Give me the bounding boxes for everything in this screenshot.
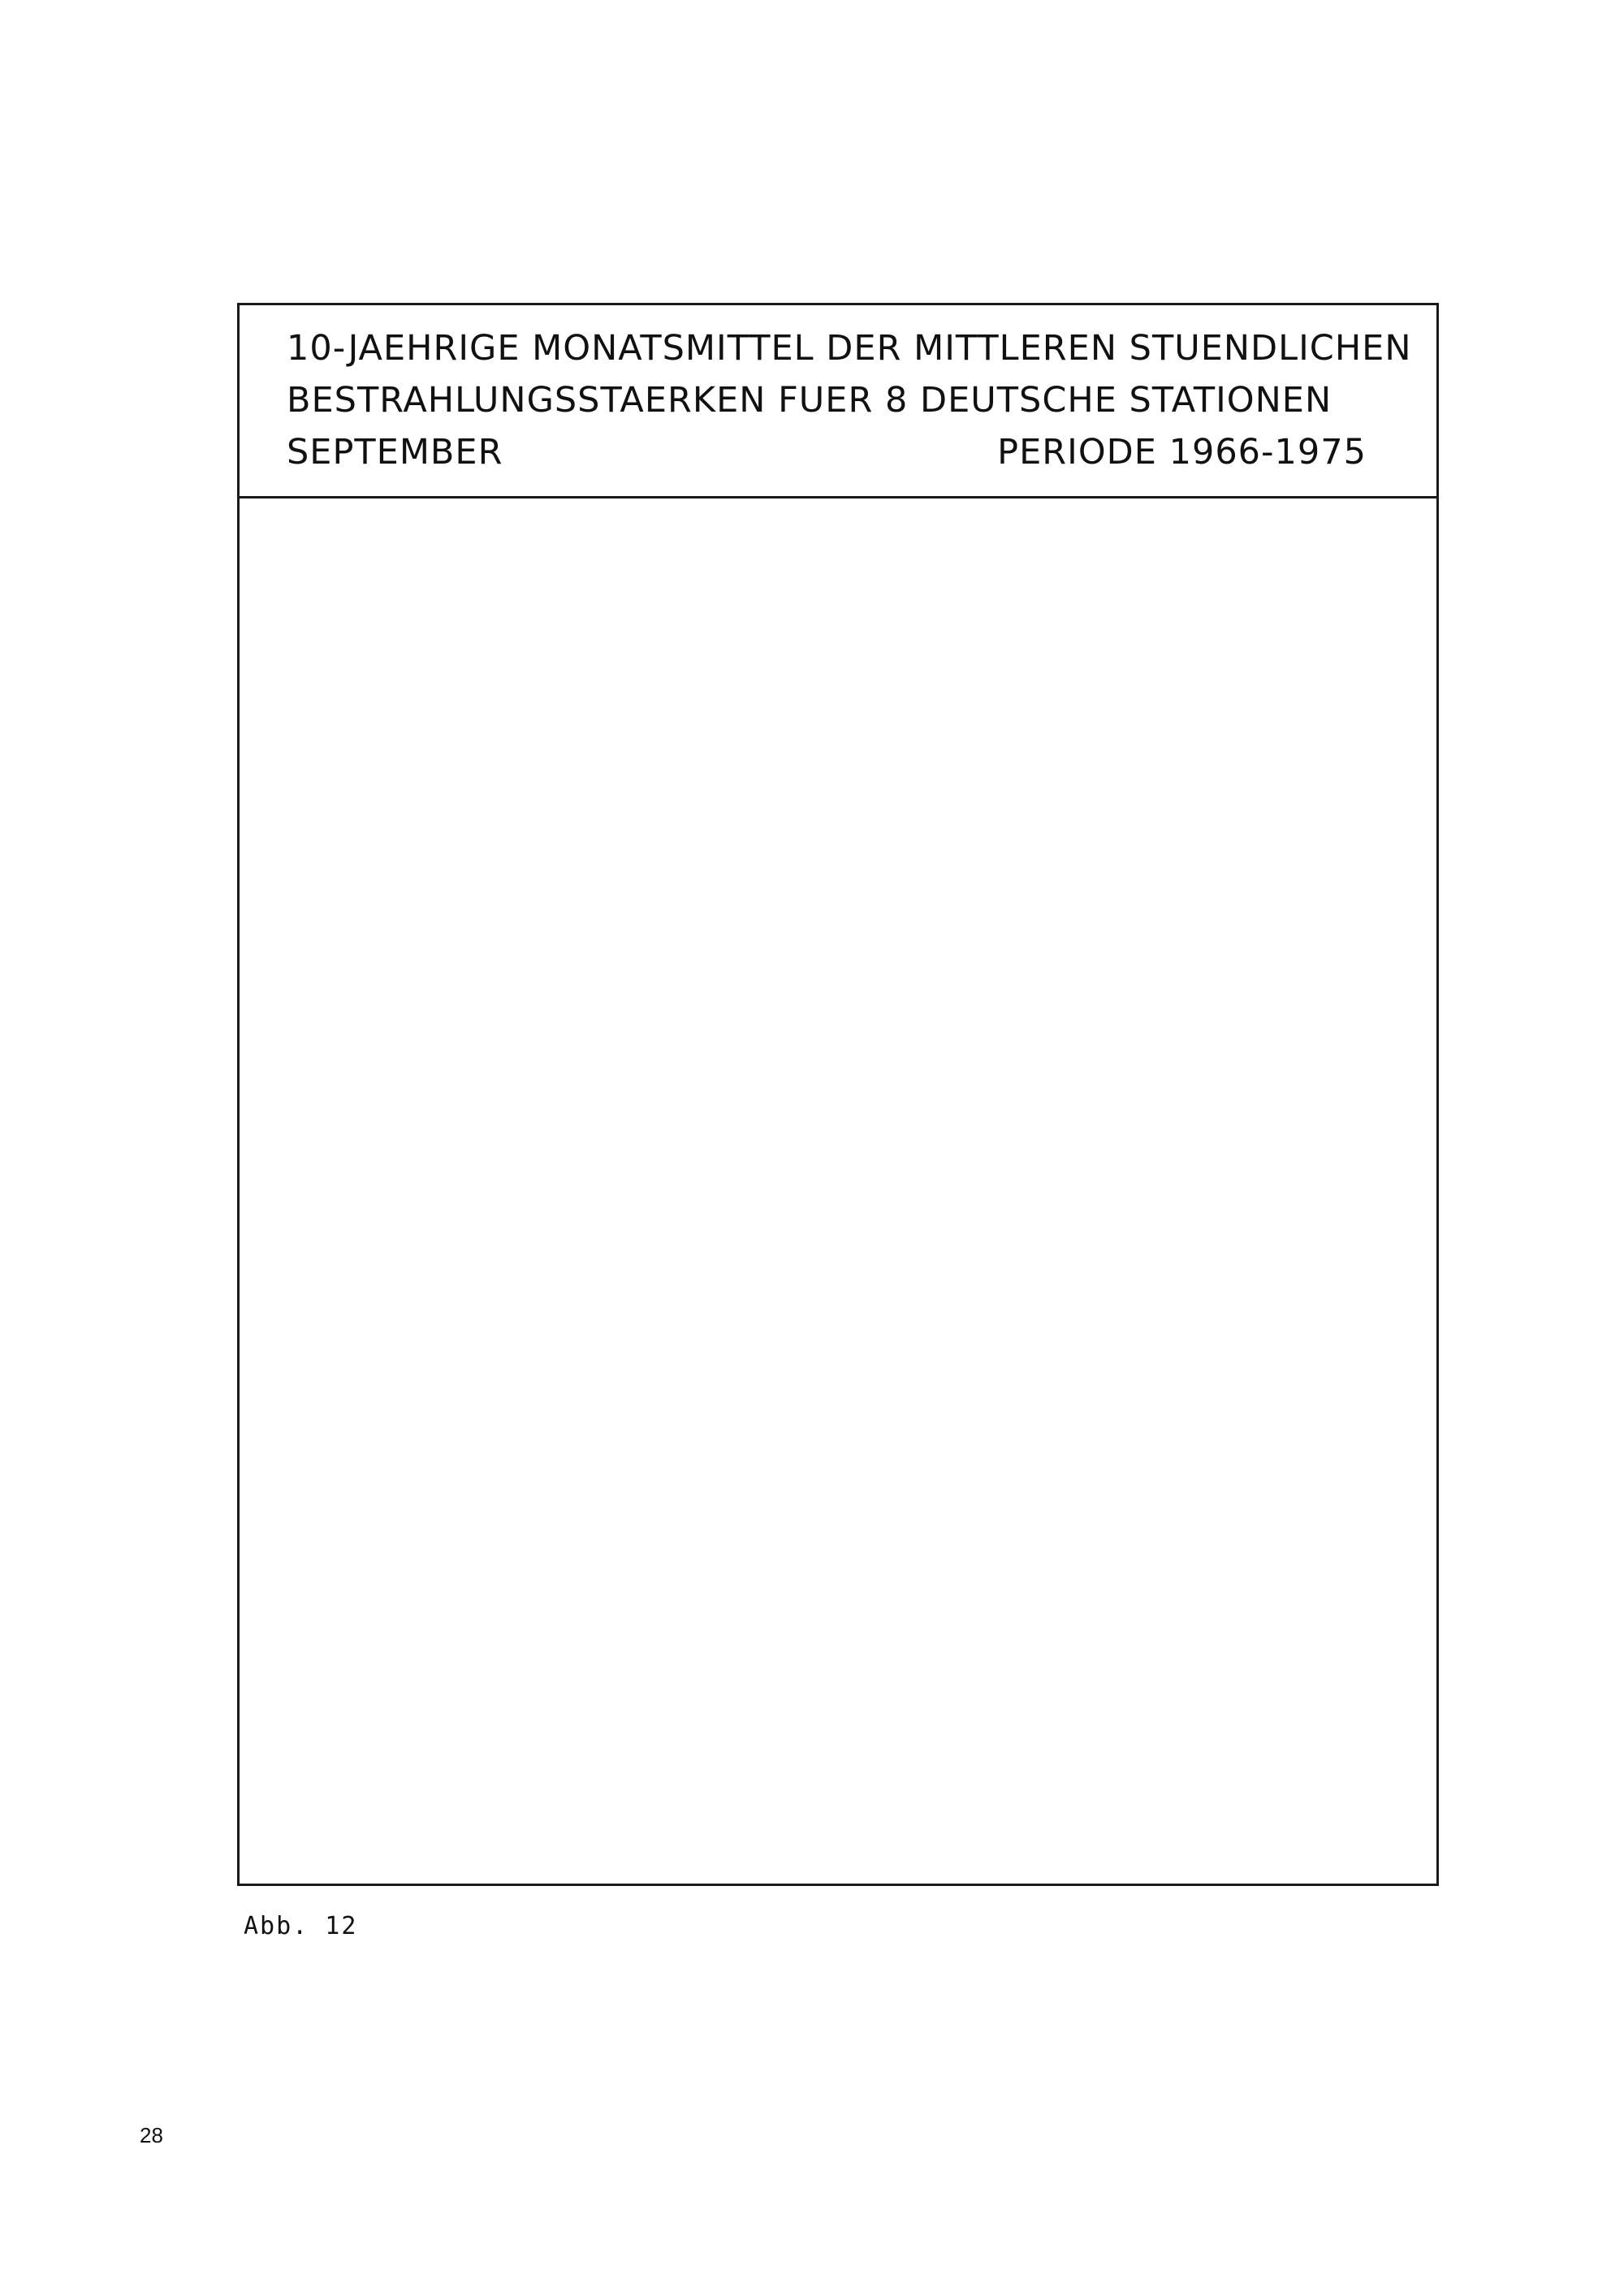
chart-title-line-1: 10-JAEHRIGE MONATSMITTEL DER MITTLEREN STUENDLICHEN: [287, 328, 1412, 369]
figure-frame: [237, 303, 1439, 1886]
chart-title-line-2: BESTRAHLUNGSSTAERKEN FUER 8 DEUTSCHE STATIONEN: [287, 380, 1332, 421]
chart-title-box: [240, 305, 1436, 498]
chart-period: PERIODE 1966-1975: [997, 432, 1367, 473]
figure-caption: Abb. 12: [244, 1912, 358, 1940]
chart-month: SEPTEMBER: [287, 432, 503, 473]
page-number: 28: [140, 2123, 163, 2147]
